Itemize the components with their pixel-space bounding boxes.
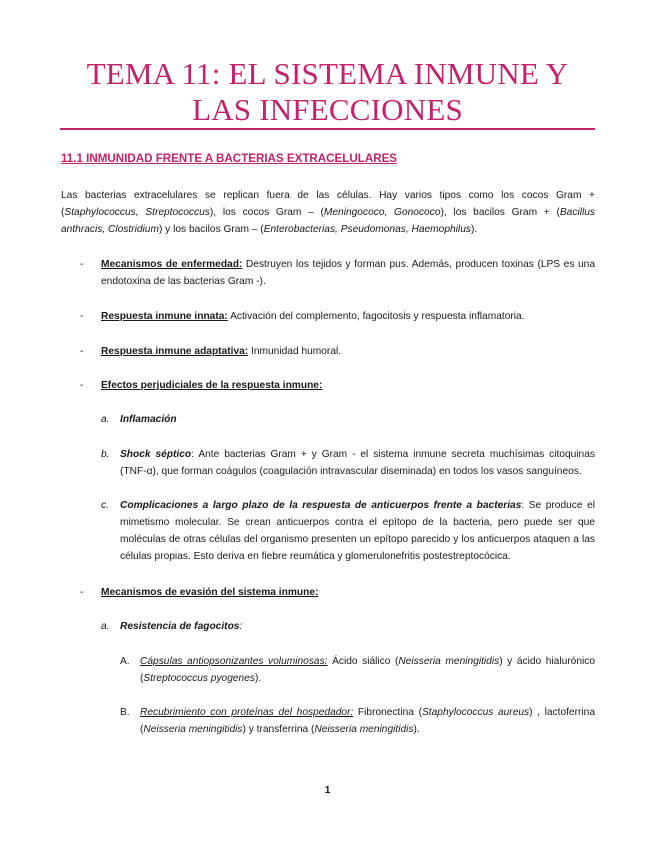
subsub-label: Recubrimiento con proteínas del hospedador: bbox=[140, 707, 354, 718]
list-dash: - bbox=[80, 346, 84, 357]
sub-label: Shock séptico bbox=[120, 449, 192, 460]
subsub-text: ) y transferrina ( bbox=[242, 724, 315, 735]
item-label: Respuesta inmune innata: bbox=[101, 311, 228, 322]
sub-text: : bbox=[239, 621, 243, 632]
subsub-item-recubrimiento bbox=[140, 704, 595, 738]
sub-label: Resistencia de fagocitos bbox=[120, 621, 240, 632]
subsub-text: Fibronectina ( bbox=[353, 707, 422, 718]
sub-item-shock bbox=[120, 446, 595, 480]
sub-label: Inflamación bbox=[120, 414, 177, 425]
subsub-italic: Neisseria meningitidis bbox=[398, 656, 500, 667]
sub-letter: a. bbox=[101, 414, 110, 425]
document-title: TEMA 11: EL SISTEMA INMUNE Y LAS INFECCIONES bbox=[86, 56, 569, 127]
subsub-text: ). bbox=[254, 673, 262, 684]
item-label: Mecanismos de enfermedad: bbox=[101, 259, 243, 270]
subsub-italic: Staphylococcus aureus bbox=[422, 707, 530, 718]
intro-text: ) y los bacilos Gram – ( bbox=[158, 224, 264, 235]
subsub-letter: A. bbox=[120, 656, 130, 667]
intro-text: ). bbox=[470, 224, 478, 235]
intro-italic: Meningococo, Gonococo bbox=[323, 207, 441, 218]
intro-text: ), los bacilos Gram + ( bbox=[440, 207, 560, 218]
intro-italic: Bacillus anthracis, Clostridium bbox=[61, 207, 595, 235]
list-dash: - bbox=[80, 311, 84, 322]
sub-item-inflamacion bbox=[120, 411, 595, 428]
list-item-innata bbox=[101, 308, 595, 325]
subsub-text: ) y ácido hialurónico ( bbox=[140, 656, 596, 684]
list-dash: - bbox=[80, 380, 84, 391]
sub-text: : Ante bacterias Gram + y Gram - el sistema inmune secreta muchísimas citoquinas (TNF-α), que forman coágulos (coagulación intravascular diseminada) en todos los vasos sanguíneos. bbox=[120, 449, 595, 477]
sub-item-resistencia bbox=[120, 618, 595, 635]
intro-italic: Enterobacterias, Pseudomonas, Haemophilus bbox=[263, 224, 471, 235]
intro-italic: Staphylococcus, Streptococcus bbox=[64, 207, 210, 218]
item-text: Activación del complemento, fagocitosis y respuesta inflamatoria. bbox=[227, 311, 525, 322]
item-label: Respuesta inmune adaptativa: bbox=[101, 346, 249, 357]
intro-text: ), los cocos Gram – ( bbox=[209, 207, 324, 218]
subsub-italic: Streptococcus pyogenes bbox=[143, 673, 255, 684]
item-text: Destruyen los tejidos y forman pus. Además, producen toxinas (LPS es una endotoxina de las bacterias Gram -). bbox=[101, 259, 596, 287]
list-dash: - bbox=[80, 259, 84, 270]
sub-label: Complicaciones a largo plazo de la respuesta de anticuerpos frente a bacterias bbox=[120, 500, 522, 511]
item-label: Mecanismos de evasión del sistema inmune: bbox=[101, 587, 319, 598]
subsub-italic: Neisseria meningitidis bbox=[143, 724, 243, 735]
list-item-mecanismos bbox=[101, 256, 595, 290]
sub-text: : Se produce el mimetismo molecular. Se crean anticuerpos contra el epítopo de la bacteria, pero puede ser que moléculas de otras células del organismo presenten un epítopo parecido y los anticuerpos ataquen a las células propias. Esto deriva en fiebre reumática y glomerulonefritis postestreptocócica. bbox=[120, 500, 596, 562]
list-dash: - bbox=[80, 587, 84, 598]
sub-item-complicaciones bbox=[120, 497, 595, 565]
subsub-text: ) , lactoferrina ( bbox=[140, 707, 595, 735]
title-divider bbox=[60, 128, 595, 130]
item-text: Inmunidad humoral. bbox=[248, 346, 342, 357]
intro-paragraph bbox=[61, 187, 595, 238]
list-item-evasion bbox=[101, 584, 595, 601]
sub-letter: b. bbox=[101, 449, 110, 460]
sub-letter: c. bbox=[101, 500, 109, 511]
subsub-item-capsulas bbox=[140, 653, 595, 687]
intro-text: Las bacterias extracelulares se replican fuera de las células. Hay varios tipos como los cocos Gram + ( bbox=[61, 190, 595, 218]
list-item-adaptativa bbox=[101, 343, 595, 360]
page-number: 1 bbox=[324, 784, 331, 796]
item-label: Efectos perjudiciales de la respuesta inmune: bbox=[101, 380, 323, 391]
section-heading: 11.1 INMUNIDAD FRENTE A BACTERIAS EXTRACELULARES bbox=[61, 152, 398, 165]
list-item-efectos bbox=[101, 377, 595, 394]
subsub-text: Ácido siálico ( bbox=[327, 656, 399, 667]
subsub-label: Cápsulas antiopsonizantes voluminosas: bbox=[140, 656, 328, 667]
subsub-italic: Neisseria meningitidis bbox=[314, 724, 414, 735]
subsub-text: ). bbox=[413, 724, 420, 735]
subsub-letter: B. bbox=[120, 707, 130, 718]
sub-letter: a. bbox=[101, 621, 110, 632]
